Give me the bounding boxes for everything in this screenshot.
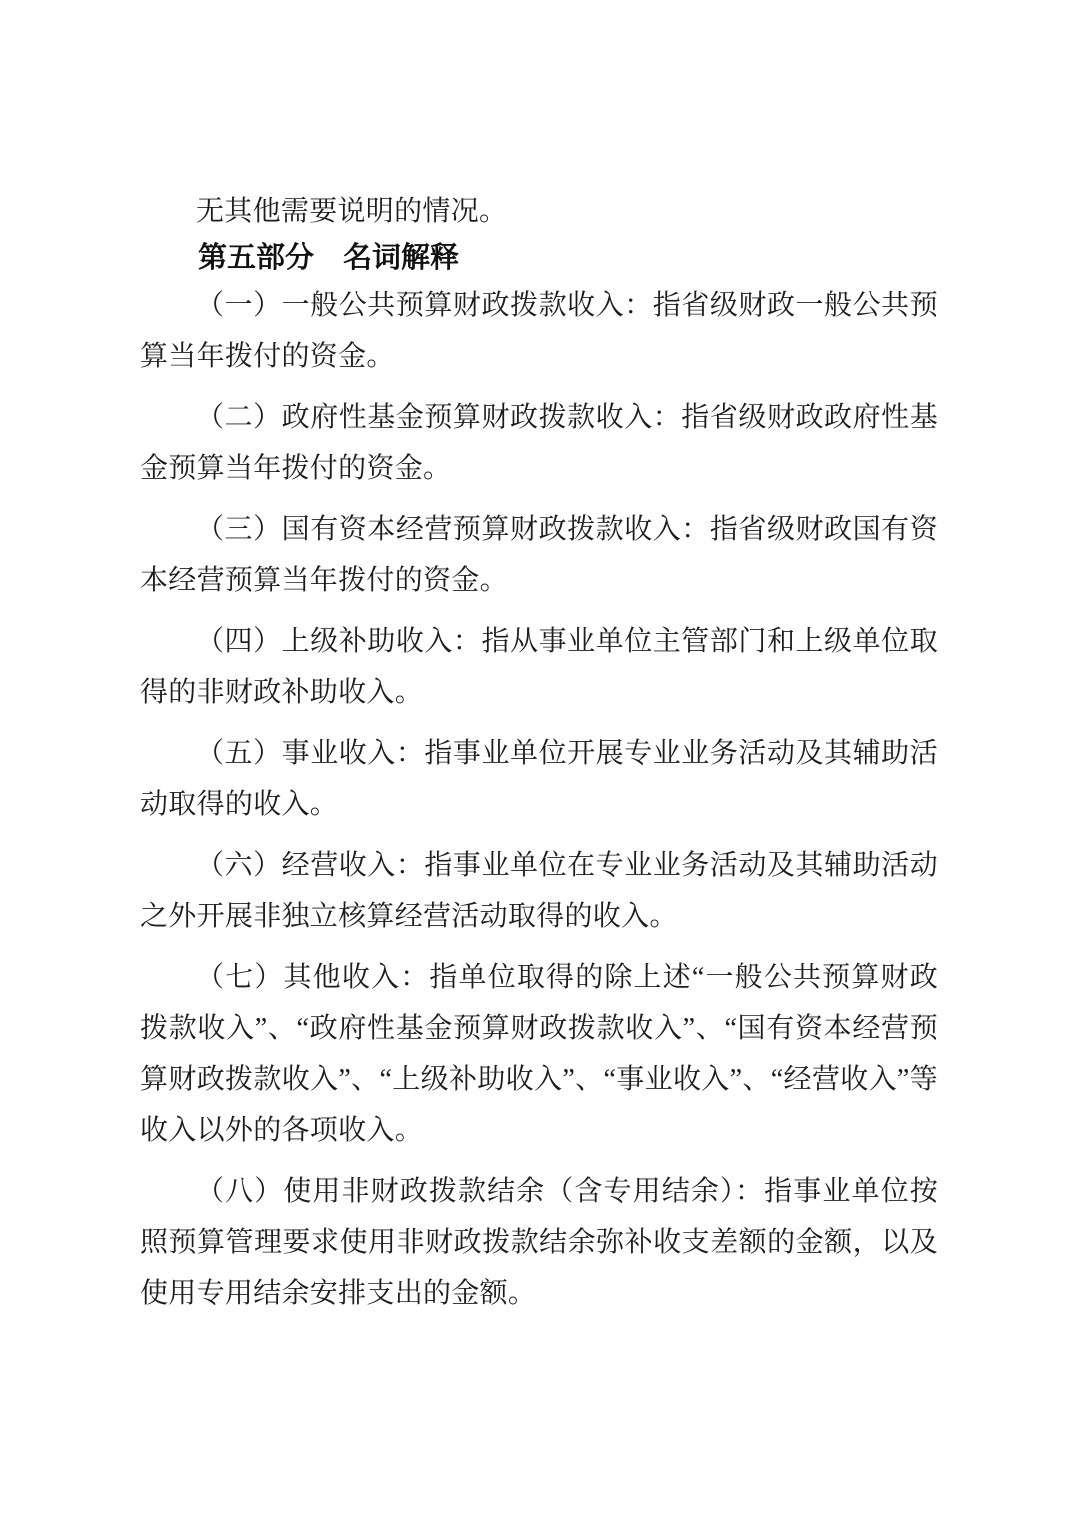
definition-paragraph-8: （八）使用非财政拨款结余（含专用结余）：指事业单位按照预算管理要求使用非财政拨款结余弥补收支差额的金额，以及使用专用结余安排支出的金额。 bbox=[140, 1176, 938, 1309]
definition-paragraph-4: （四）上级补助收入：指从事业单位主管部门和上级单位取得的非财政补助收入。 bbox=[140, 626, 938, 708]
document-content bbox=[140, 186, 938, 1319]
definition-paragraph-5: （五）事业收入：指事业单位开展专业业务活动及其辅助活动取得的收入。 bbox=[140, 738, 938, 820]
definition-paragraph-7: （七）其他收入：指单位取得的除上述“一般公共预算财政拨款收入”、“政府性基金预算财政拨款收入”、“国有资本经营预算财政拨款收入”、“上级补助收入”、“事业收入”、“经营收入”等收入以外的各项收入。 bbox=[140, 962, 938, 1146]
section-heading: 第五部分 名词解释 bbox=[198, 242, 460, 274]
definition-paragraph-6: （六）经营收入：指事业单位在专业业务活动及其辅助活动之外开展非独立核算经营活动取得的收入。 bbox=[140, 850, 938, 932]
definition-paragraph-3: （三）国有资本经营预算财政拨款收入：指省级财政国有资本经营预算当年拨付的资金。 bbox=[140, 514, 938, 596]
definition-paragraph-2: （二）政府性基金预算财政拨款收入：指省级财政政府性基金预算当年拨付的资金。 bbox=[140, 402, 938, 484]
intro-line: 无其他需要说明的情况。 bbox=[196, 196, 508, 227]
definition-paragraph-1: （一）一般公共预算财政拨款收入：指省级财政一般公共预算当年拨付的资金。 bbox=[140, 290, 938, 372]
